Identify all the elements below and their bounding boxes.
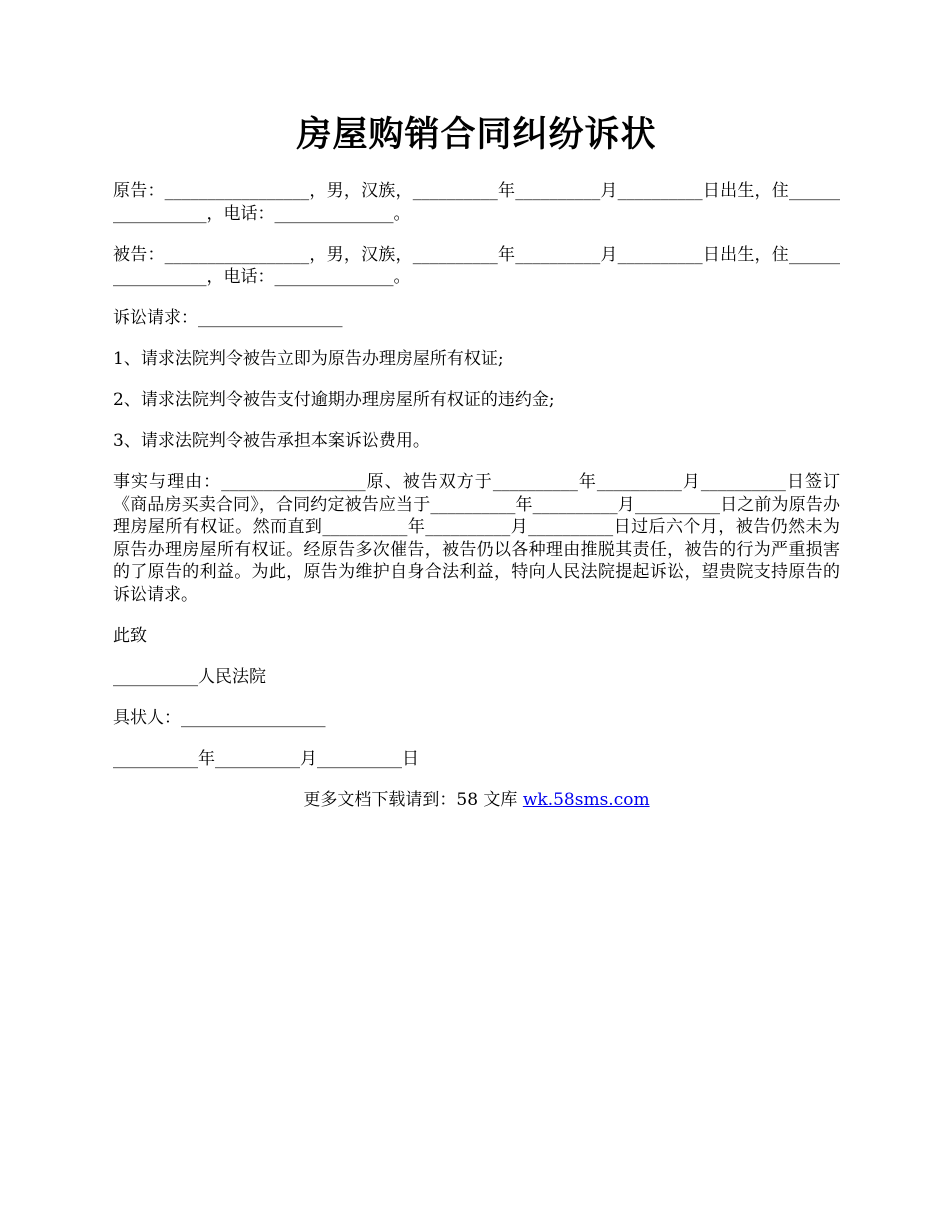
footer-link[interactable]: wk.58sms.com [522, 789, 650, 810]
defendant-paragraph: 被告：_________________，男，汉族，__________年__________月__________日出生，住_________________，电话：______________。 [113, 244, 840, 287]
court-line: __________人民法院 [113, 666, 266, 687]
claims-heading: 诉讼请求：_________________ [113, 308, 343, 328]
facts-paragraph: 事实与理由：_________________原、被告双方于__________年__________月__________日签订《商品房买卖合同》，合同约定被告应当于__________年__________月__________日之前为原告办理房屋所有权证。然而直到__________年__________月__________日过后六个月，被告仍然未为原告办理房屋所有权证。经原告多次催告，被告仍以各种理由推脱其责任，被告的行为严重损害的了原告的利益。为此，原告为维护自身合法利益，特向人民法院提起诉讼，望贵院支持原告的诉讼请求。 [113, 472, 840, 605]
claim-item-2: 2、请求法院判令被告支付逾期办理房屋所有权证的违约金; [113, 390, 555, 410]
document-title: 房屋购销合同纠纷诉状 [296, 114, 657, 155]
signer-line: 具状人：_________________ [113, 707, 326, 728]
footer-text: 更多文档下载请到：58 文库 [303, 789, 523, 810]
date-line: __________年__________月__________日 [113, 748, 419, 769]
closing-line: 此致 [113, 625, 147, 646]
claim-item-1: 1、请求法院判令被告立即为原告办理房屋所有权证; [113, 349, 504, 369]
plaintiff-paragraph: 原告：_________________，男，汉族，__________年__________月__________日出生，住_________________，电话：______________。 [113, 181, 840, 224]
footer [113, 789, 840, 811]
claim-item-3: 3、请求法院判令被告承担本案诉讼费用。 [113, 431, 430, 451]
document-page [113, 110, 840, 811]
